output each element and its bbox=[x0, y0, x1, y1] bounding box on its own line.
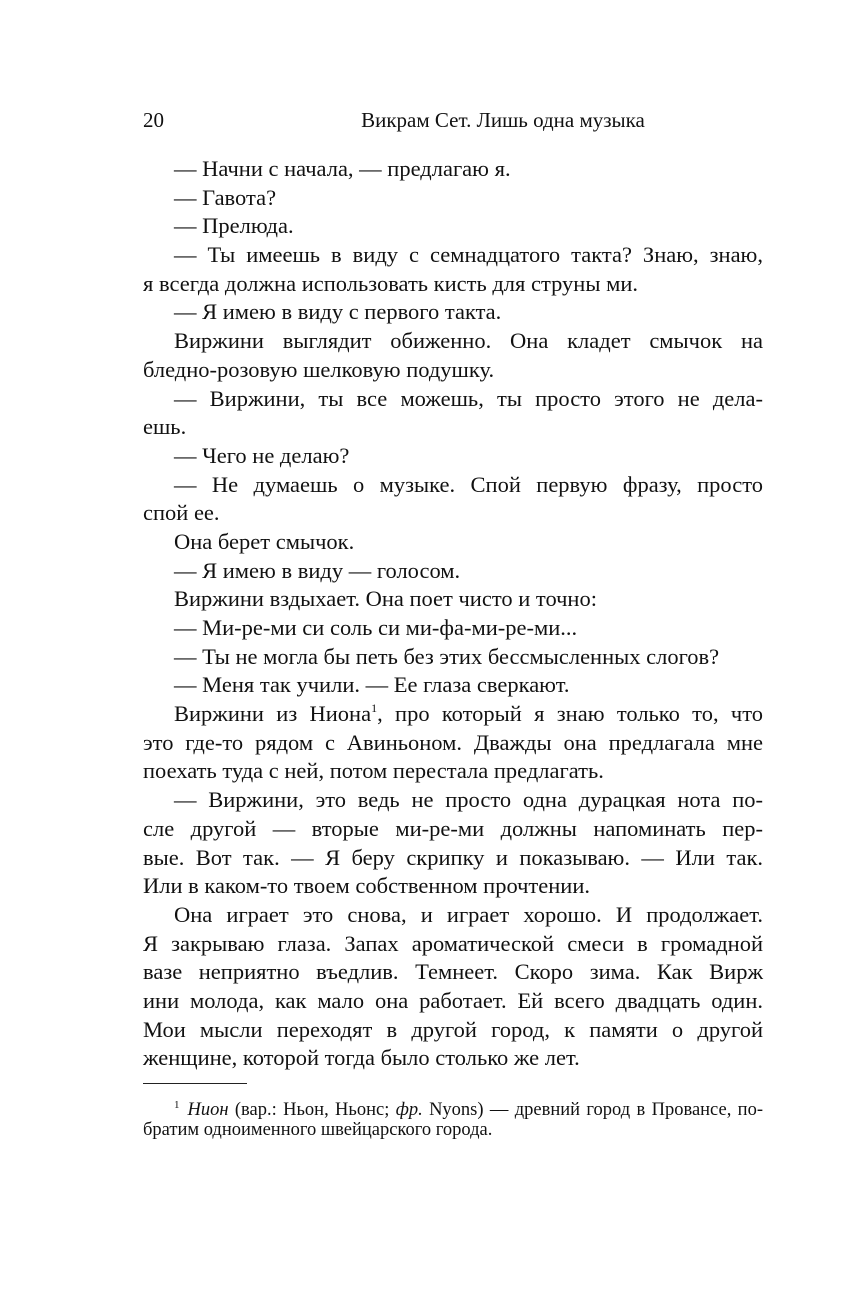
text-line: — Виржини, ты все можешь, ты просто этого не дела- bbox=[174, 385, 763, 411]
text-line: — Гавота? bbox=[174, 184, 277, 210]
text-line: Она берет смычок. bbox=[174, 528, 355, 554]
footnote-line: братим одноименного швейцарского города. bbox=[143, 1120, 493, 1140]
text-line: женщине, которой тогда было столько же лет. bbox=[143, 1045, 580, 1071]
footnote-line bbox=[143, 1093, 763, 1118]
text-line: ини молода, как мало она работает. Ей всего двадцать один. bbox=[143, 987, 763, 1013]
page-header bbox=[143, 105, 763, 135]
footnote-term: Нион bbox=[187, 1100, 229, 1120]
text-line: — Ты не могла бы петь без этих бессмысленных слогов? bbox=[174, 643, 720, 669]
text-line: вые. Вот так. — Я беру скрипку и показываю. — Или так. bbox=[143, 844, 763, 870]
footnote-marker: 1 bbox=[174, 1099, 180, 1111]
text-line: — Виржини, это ведь не просто одна дурацкая нота по- bbox=[174, 787, 763, 813]
text-line: Она играет это снова, и играет хорошо. И продолжает. bbox=[174, 901, 763, 927]
text-fragment: Виржини из Ниона bbox=[174, 701, 372, 727]
text-line: сле другой — вторые ми-ре-ми должны напоминать пер- bbox=[143, 815, 763, 841]
text-line: — Чего не делаю? bbox=[174, 442, 350, 468]
page-number: 20 bbox=[143, 108, 164, 132]
text-line: — Я имею в виду — голосом. bbox=[174, 557, 461, 583]
footnote-divider bbox=[143, 1083, 247, 1084]
text-line: я всегда должна использовать кисть для струны ми. bbox=[143, 270, 638, 296]
text-line: это где-то рядом с Авиньоном. Дважды она предлагала мне bbox=[143, 729, 763, 755]
text-line: Виржини вздыхает. Она поет чисто и точно: bbox=[174, 586, 597, 612]
text-line: Или в каком-то твоем собственном прочтении. bbox=[143, 873, 590, 899]
running-title: Викрам Сет. Лишь одна музыка bbox=[361, 108, 645, 132]
text-line: — Ми-ре-ми си соль си ми-фа-ми-ре-ми... bbox=[174, 615, 578, 640]
text-line: Виржини выглядит обиженно. Она кладет смычок на bbox=[174, 328, 763, 354]
footnote-text: Nyons) — древний город в Провансе, по- bbox=[422, 1100, 763, 1120]
text-line: — Прелюда. bbox=[174, 213, 294, 239]
text-fragment: , про который я знаю только то, что bbox=[377, 701, 763, 727]
footnote-reference[interactable]: 1 bbox=[371, 701, 378, 716]
text-line bbox=[143, 700, 763, 729]
text-line: вазе неприятно въедлив. Темнеет. Скоро зима. Как Вирж bbox=[143, 959, 763, 985]
footnote-lang: фр. bbox=[395, 1100, 423, 1120]
text-line: бледно-розовую шелковую подушку. bbox=[143, 356, 495, 382]
text-line: поехать туда с ней, потом перестала предлагать. bbox=[143, 758, 604, 784]
main-text bbox=[143, 155, 763, 1073]
text-line: спой ее. bbox=[143, 500, 220, 526]
text-line: — Начни с начала, — предлагаю я. bbox=[174, 156, 511, 181]
text-line: — Не думаешь о музыке. Спой первую фразу, просто bbox=[174, 471, 763, 497]
text-line: ешь. bbox=[143, 414, 187, 440]
text-line: — Меня так учили. — Ее глаза сверкают. bbox=[174, 672, 570, 698]
footnote-text: (вар.: Ньон, Ньонс; bbox=[228, 1100, 396, 1120]
text-line: Я закрываю глаза. Запах ароматической смеси в громадной bbox=[143, 930, 763, 956]
text-line: Мои мысли переходят в другой город, к памяти о другой bbox=[143, 1016, 763, 1042]
text-line: — Ты имеешь в виду с семнадцатого такта? Знаю, знаю, bbox=[174, 242, 763, 268]
text-line: — Я имею в виду с первого такта. bbox=[174, 299, 502, 325]
footnote bbox=[143, 1093, 763, 1143]
